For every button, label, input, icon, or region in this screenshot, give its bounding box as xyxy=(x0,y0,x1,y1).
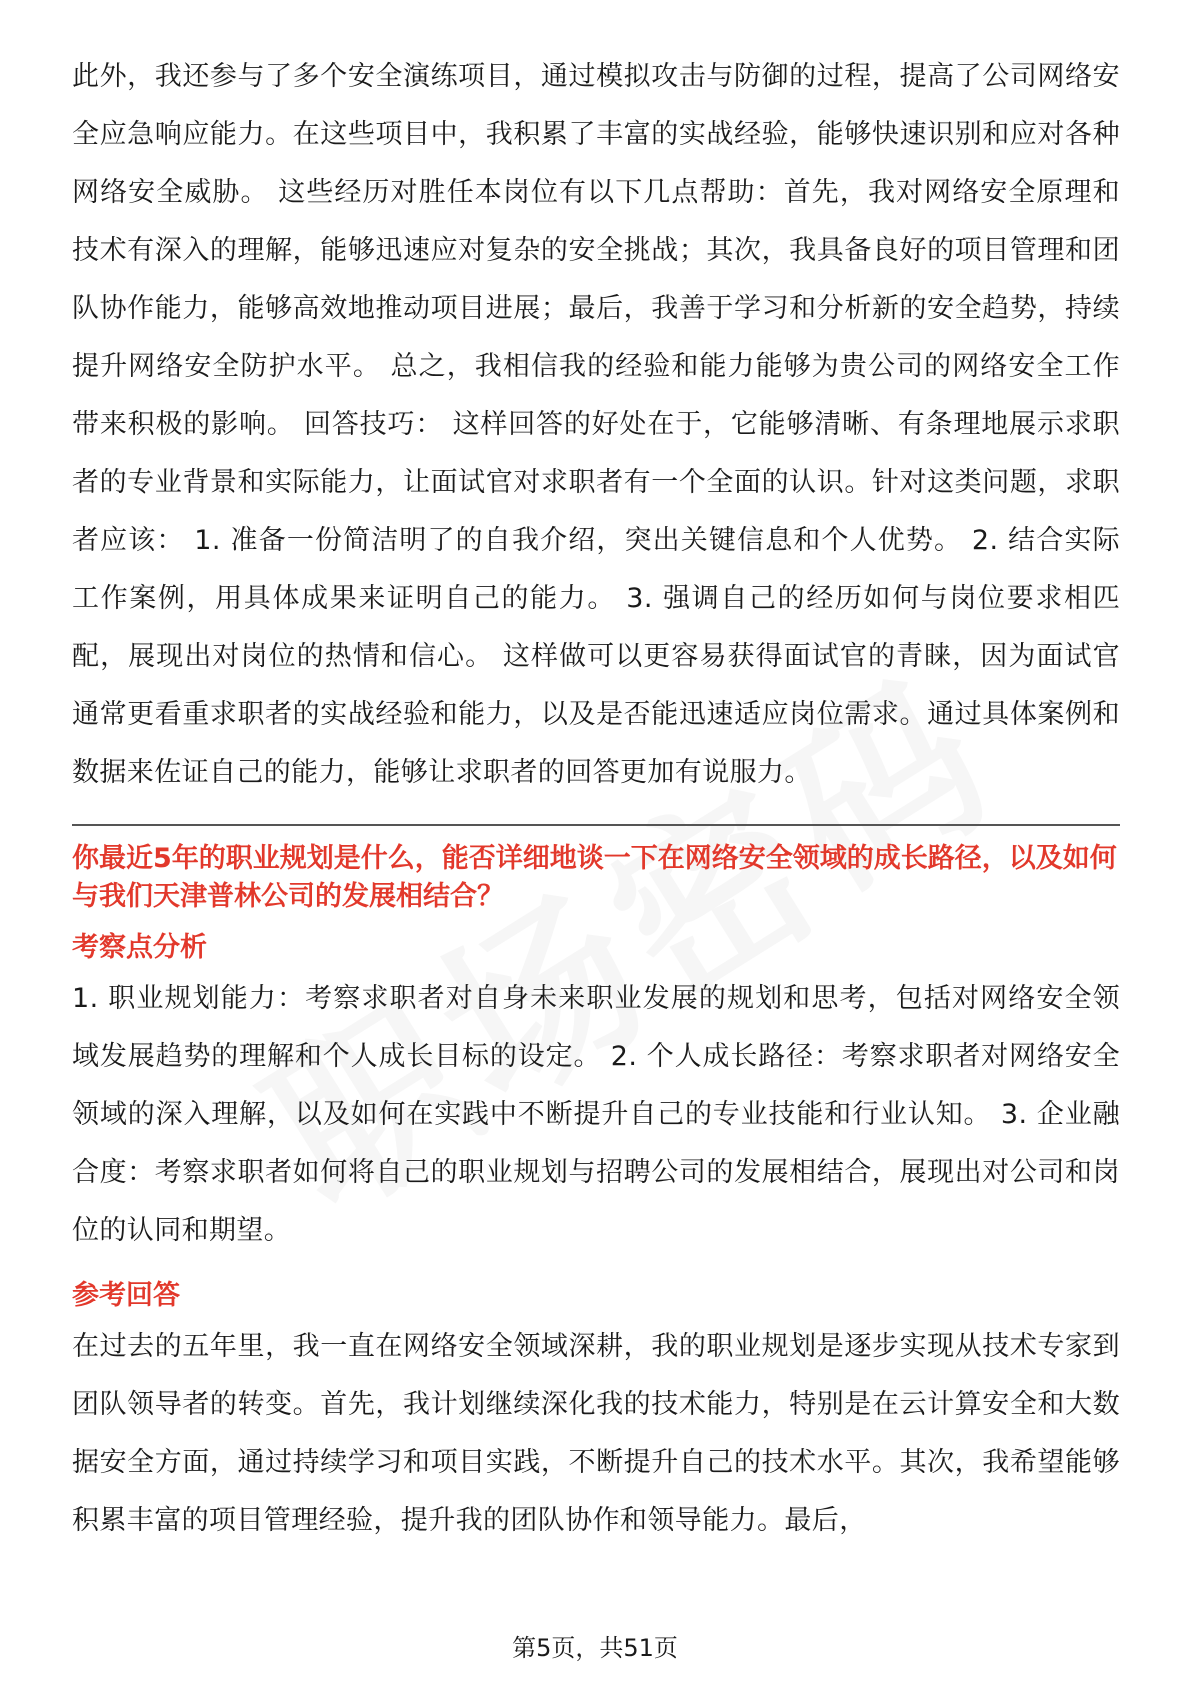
document-page xyxy=(72,48,1120,1550)
section-divider xyxy=(72,824,1120,826)
question-heading: 你最近5年的职业规划是什么，能否详细地谈一下在网络安全领域的成长路径，以及如何与我们天津普林公司的发展相结合？ xyxy=(72,843,1117,912)
analysis-title: 考察点分析 xyxy=(72,932,207,963)
page-number: 第5页，共51页 xyxy=(512,1634,678,1662)
body-paragraph: 此外，我还参与了多个安全演练项目，通过模拟攻击与防御的过程，提高了公司网络安全应急响应能力。在这些项目中，我积累了丰富的实战经验，能够快速识别和应对各种网络安全威胁。 这些经历对胜任本岗位有以下几点帮助：首先，我对网络安全原理和技术有深入的理解，能够迅速应对复杂的安全挑战；其次，我具备良好的项目管理和团队协作能力，能够高效地推动项目进展；最后，我善于学习和分析新的安全趋势，持续提升网络安全防护水平。 总之，我相信我的经验和能力能够为贵公司的网络安全工作带来积极的影响。 回答技巧： 这样回答的好处在于，它能够清晰、有条理地展示求职者的专业背景和实际能力，让面试官对求职者有一个全面的认识。针对这类问题，求职者应该： 1. 准备一份简洁明了的自我介绍，突出关键信息和个人优势。 2. 结合实际工作案例，用具体成果来证明自己的能力。 3. 强调自己的经历如何与岗位要求相匹配，展现出对岗位的热情和信心。 这样做可以更容易获得面试官的青睐，因为面试官通常更看重求职者的实战经验和能力，以及是否能迅速适应岗位需求。通过具体案例和数据来佐证自己的能力，能够让求职者的回答更加有说服力。 xyxy=(72,61,1120,788)
analysis-paragraph: 1. 职业规划能力：考察求职者对自身未来职业发展的规划和思考，包括对网络安全领域发展趋势的理解和个人成长目标的设定。 2. 个人成长路径：考察求职者对网络安全领域的深入理解，以及如何在实践中不断提升自己的专业技能和行业认知。 3. 企业融合度：考察求职者如何将自己的职业规划与招聘公司的发展相结合，展现出对公司和岗位的认同和期望。 xyxy=(72,983,1120,1246)
answer-title: 参考回答 xyxy=(72,1280,180,1311)
answer-paragraph: 在过去的五年里，我一直在网络安全领域深耕，我的职业规划是逐步实现从技术专家到团队领导者的转变。首先，我计划继续深化我的技术能力，特别是在云计算安全和大数据安全方面，通过持续学习和项目实践，不断提升自己的技术水平。其次，我希望能够积累丰富的项目管理经验，提升我的团队协作和领导能力。最后， xyxy=(72,1331,1120,1536)
